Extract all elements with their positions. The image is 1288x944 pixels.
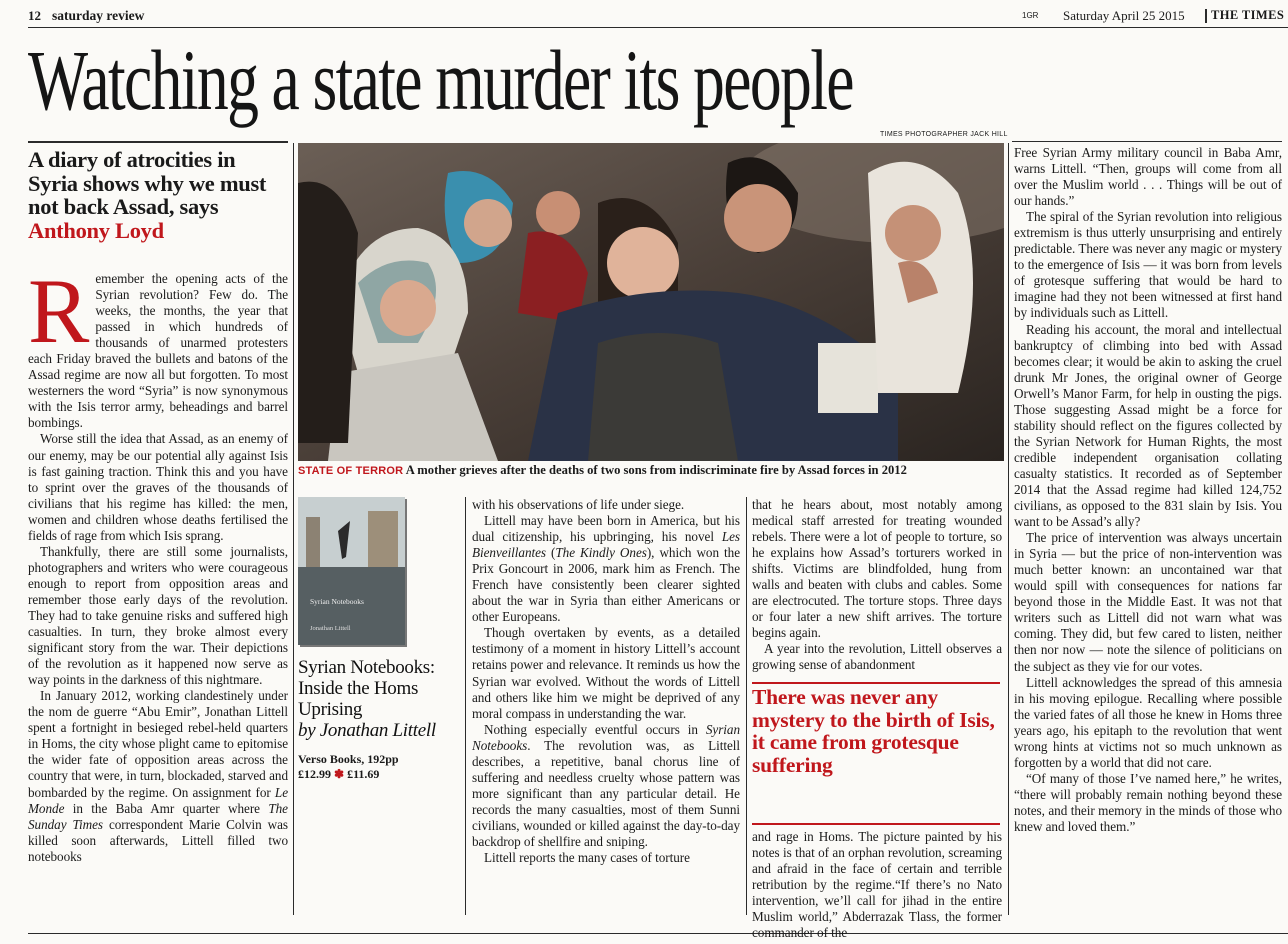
lead-photo bbox=[298, 143, 1004, 461]
paragraph: A year into the revolution, Littell observes a growing sense of abandonment bbox=[752, 641, 1002, 673]
book-title: Syrian Notebooks: Inside the Homs Uprising bbox=[298, 657, 435, 720]
paragraph: In January 2012, working clandestinely under the nom de guerre “Abu Emir”, Jonathan Littell spent a fortnight in besieged rebel-held quarters in Homs, the city whose plight came to epitomise the wider fate of opposition areas across the country that were, in turn, blockaded, starved and bombarded by the regime. On assignment for Le Monde in the Baba Amr quarter where The Sunday Times correspondent Marie Colvin was killed soon afterwards, Littell filled two notebooks bbox=[28, 688, 289, 864]
cover-author: Jonathan Littell bbox=[310, 625, 351, 632]
column-divider bbox=[1008, 143, 1009, 915]
paragraph: Nothing especially eventful occurs in Syrian Notebooks. The revolution was, as Littell describes, a repetitive, banal chorus line of suffering and needless cruelty whose pattern was more significant than any particular detail. He records the many casualties, most of them Sunni civilians, wounded or killed against the day-to-day backdrop of shellfire and sniping. bbox=[472, 721, 740, 849]
book-price-row bbox=[298, 767, 399, 782]
book-title-block bbox=[298, 657, 468, 741]
paragraph: “Of many of those I’ve named here,” he writes, “there will probably remain nothing beyond these notes, and their memory in the minds of those who knew and loved them.” bbox=[1014, 770, 1282, 834]
paragraph: Reading his account, the moral and intellectual bankruptcy of climbing into bed with Assad becomes clear; it would be akin to asking the cruel drunk Mr Jones, the original owner of George Orwell’s Manor Farm, for help in ousting the pigs. Those suggesting Assad might be a force for stability should reflect on the figures collected by the Syrian Network for Human Rights, the most credible independent organisation collating casualty statistics. It recorded as of September 2014 that the Assad regime had killed 124,752 civilians, as opposed to the 831 slain by Isis. You want to be Assad’s ally? bbox=[1014, 321, 1282, 530]
paragraph: that he hears about, most notably among medical staff arrested for treating wounded rebels. There were a lot of people to torture, so he explains how Assad’s torturers worked in shifts. Victims are blindfolded, hung from walls and beaten with clubs and cables. Some are electrocuted. The torture stops. Three days or four later a new shift arrives. The torture begins again. bbox=[752, 497, 1002, 641]
body-column-4 bbox=[1014, 145, 1282, 835]
drop-cap: R bbox=[28, 260, 90, 362]
page-number: 12 bbox=[28, 8, 41, 23]
standfirst bbox=[28, 148, 288, 242]
paragraph: The price of intervention was always uncertain in Syria — but the price of non-intervention was much better known: an uncontained war that would spill with consequences for nations far beyond those in the Middle East. It was not that writers such as Littell did not warn what was coming. They did, but few cared to listen, neither then nor now — note the silence of politicians on the subject as they vie for our votes. bbox=[1014, 530, 1282, 674]
paragraph: Free Syrian Army military council in Baba Amr, warns Littell. “Then, groups will come from all over the Muslim world . . . Things will be out of our hands.” bbox=[1014, 145, 1282, 209]
issue-date: Saturday April 25 2015 bbox=[1063, 8, 1185, 23]
paragraph: and rage in Homs. The picture painted by his notes is that of an orphan revolution, screaming and afraid in the face of certain and terrible retribution by the regime.“If there’s no Nato intervention, we’ll call for jihad in the entire Muslim world,” Abderrazak Tlass, the former commander of the bbox=[752, 829, 1002, 941]
photo-illustration bbox=[298, 143, 1004, 461]
book-cover bbox=[298, 497, 405, 645]
cover-title: Syrian Notebooks bbox=[310, 597, 364, 606]
body-column-2 bbox=[472, 497, 740, 866]
paragraph: Littell acknowledges the spread of this amnesia in his moving epilogue. Recalling where possible the varied fates of all those he knew in Homs three years ago, his epitaph to the revolution that went wrong hints at victims not so much unknown as forgotten by a world that did not care. bbox=[1014, 674, 1282, 770]
book-meta bbox=[298, 752, 399, 782]
paragraph: The spiral of the Syrian revolution into religious extremism is thus utterly unsurprising and entirely predictable. There was never any magic or mystery to the emergence of Isis — it was born from levels of grotesque suffering that would be hard to imagine had they not been witnessed at first hand by individuals such as Littell. bbox=[1014, 209, 1282, 321]
paragraph: Thankfully, there are still some journalists, photographers and writers who were courageous enough to report from opposition areas and remember those early days of the revolution. They had to take genuine risks and suffered high casualties. In turn, they broke almost every significant story from the war. Their depictions of the revolution as it happened now serve as way points in the darkness of this nightmare. bbox=[28, 543, 288, 688]
header-divider bbox=[1205, 9, 1207, 23]
book-author: by Jonathan Littell bbox=[298, 720, 436, 741]
column-divider bbox=[293, 143, 294, 915]
headline: Watching a state murder its people bbox=[28, 32, 853, 128]
header-rule bbox=[28, 27, 1288, 28]
paragraph: Worse still the idea that Assad, as an enemy of our enemy, may be our potential ally against Isis is fast gaining traction. Think this and you have to sprint over the graves of the thousands of civilians that his regime has killed: the men, women and children whose deaths fertilised the fields of rage from which Isis sprang. bbox=[28, 431, 288, 543]
paragraph: with his observations of life under siege. bbox=[472, 497, 685, 512]
paragraph: Littell reports the many cases of torture bbox=[484, 850, 690, 866]
section-name: saturday review bbox=[52, 8, 145, 23]
col4-top-rule bbox=[1012, 141, 1282, 142]
standfirst-text: A diary of atrocities in Syria shows why we must not back Assad, says bbox=[28, 147, 267, 220]
book-cover-art bbox=[298, 497, 405, 645]
paper-name: THE TIMES bbox=[1211, 8, 1285, 22]
pull-quote: There was never any mystery to the birth of Isis, it came from grotesque suffering bbox=[752, 685, 995, 777]
flower-icon: ✽ bbox=[334, 767, 345, 781]
paragraph: Though overtaken by events, as a detailed testimony of a moment in history Littell’s account retains power and relevance. It reminds us how the Syrian war evolved. Without the words of Littell and others like him we might be deprived of any moral compass in understanding the war. bbox=[472, 625, 740, 721]
edition-code: 1GR bbox=[1022, 11, 1039, 20]
column-divider bbox=[746, 497, 747, 915]
byline-author: Anthony Loyd bbox=[28, 217, 164, 243]
pullquote-rule-top bbox=[752, 682, 1000, 684]
caption-text: A mother grieves after the deaths of two sons from indiscriminate fire by Assad forces in 2012 bbox=[405, 463, 907, 477]
offer-price: £11.69 bbox=[347, 767, 380, 781]
photo-credit: TIMES PHOTOGRAPHER JACK HILL bbox=[880, 131, 1008, 138]
paragraph: emember the opening acts of the Syrian revolution? Few do. The weeks, the months, the year that passed in which hundreds of thousands of unarmed protesters each Friday braved the bullets and batons of the Assad regime are now all but forgotten. To most westerners the word “Syria” is now synonymous with the Isis terror army, beheadings and barrel bombings. bbox=[28, 271, 288, 431]
pullquote-rule-bottom bbox=[752, 823, 1000, 825]
photo-caption bbox=[298, 463, 1004, 478]
body-column-3-bottom bbox=[752, 829, 1002, 941]
paragraph: Littell may have been born in America, but his dual citizenship, his upbringing, his novel Les Bienveillantes (The Kindly Ones), which won the Prix Goncourt in 2006, mark him as French. The French have consistently been clearer sighted about the war in Syria than either Americans or other Europeans. bbox=[472, 513, 740, 625]
book-publisher: Verso Books, 192pp bbox=[298, 752, 399, 766]
caption-label: STATE OF TERROR bbox=[298, 465, 404, 477]
footer-rule bbox=[28, 933, 1288, 934]
body-column-1 bbox=[28, 260, 289, 865]
book-price: £12.99 bbox=[298, 767, 331, 781]
body-column-3-top bbox=[752, 497, 1002, 674]
standfirst-rule bbox=[28, 141, 288, 143]
